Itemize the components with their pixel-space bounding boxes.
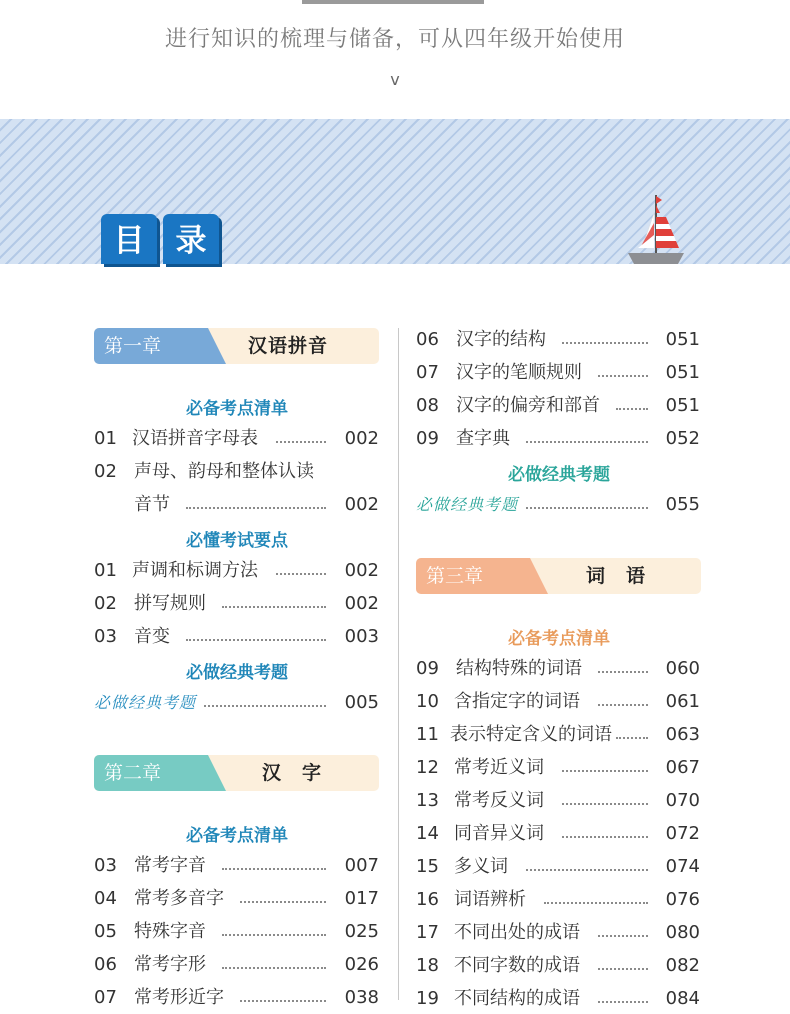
entry-number: 12 xyxy=(416,757,439,778)
toc-entry[interactable] xyxy=(94,589,379,619)
leader-dots xyxy=(240,884,326,903)
entry-page: 084 xyxy=(665,988,700,1009)
chapter-2-title: 汉 字 xyxy=(262,762,323,784)
entry-number: 15 xyxy=(416,856,439,877)
entry-page: 063 xyxy=(665,724,700,745)
leader-dots xyxy=(186,490,326,509)
chapter-1-title: 汉语拼音 xyxy=(248,335,329,357)
entry-page: 076 xyxy=(665,889,700,910)
toc-title-char-1: 目 xyxy=(101,214,157,264)
toc-entry[interactable] xyxy=(416,424,700,454)
entry-page: 067 xyxy=(665,757,700,778)
leader-dots xyxy=(598,918,648,937)
entry-page: 061 xyxy=(665,691,700,712)
entry-page: 007 xyxy=(344,855,379,876)
entry-number: 16 xyxy=(416,889,439,910)
entry-title: 必做经典考题 xyxy=(94,693,197,712)
leader-dots xyxy=(562,786,648,805)
entry-page: 025 xyxy=(344,921,379,942)
toc-entry[interactable] xyxy=(416,786,700,816)
leader-dots xyxy=(526,490,648,509)
toc-entry[interactable] xyxy=(94,917,379,947)
toc-entry[interactable] xyxy=(416,984,700,1014)
entry-title: 不同结构的成语 xyxy=(454,988,580,1009)
entry-number: 02 xyxy=(94,593,117,614)
entry-title: 汉字的笔顺规则 xyxy=(456,362,582,383)
entry-page: 055 xyxy=(665,494,700,515)
entry-title: 常考字音 xyxy=(134,855,206,876)
entry-title: 同音异义词 xyxy=(454,823,544,844)
entry-number: 07 xyxy=(94,987,117,1008)
toc-entry[interactable] xyxy=(416,918,700,948)
leader-dots xyxy=(222,917,326,936)
toc-entry[interactable] xyxy=(94,457,379,487)
entry-title: 查字典 xyxy=(456,428,510,449)
entry-page: 051 xyxy=(665,362,700,383)
toc-entry-exercise[interactable] xyxy=(416,490,700,520)
entry-page: 003 xyxy=(344,626,379,647)
entry-title: 常考字形 xyxy=(134,954,206,975)
entry-title: 不同出处的成语 xyxy=(454,922,580,943)
entry-title: 汉字的偏旁和部首 xyxy=(456,395,600,416)
chapter-3-header[interactable] xyxy=(416,558,701,594)
leader-dots xyxy=(276,556,326,575)
chapter-3-title: 词 语 xyxy=(586,565,647,587)
toc-entry[interactable] xyxy=(94,950,379,980)
leader-dots xyxy=(222,851,326,870)
entry-page: 060 xyxy=(665,658,700,679)
entry-number: 08 xyxy=(416,395,439,416)
entry-number: 06 xyxy=(94,954,117,975)
entry-number: 05 xyxy=(94,921,117,942)
toc-entry[interactable] xyxy=(416,391,700,421)
entry-title: 表示特定含义的词语 xyxy=(450,724,612,745)
entry-number: 01 xyxy=(94,428,117,449)
top-decoration-bar xyxy=(302,0,484,4)
toc-entry-continued[interactable] xyxy=(94,490,379,520)
leader-dots xyxy=(616,391,648,410)
entry-title: 声调和标调方法 xyxy=(132,560,258,581)
toc-entry[interactable] xyxy=(416,885,700,915)
toc-entry[interactable] xyxy=(94,424,379,454)
entry-title: 常考形近字 xyxy=(134,987,224,1008)
entry-number: 04 xyxy=(94,888,117,909)
entry-number: 19 xyxy=(416,988,439,1009)
toc-entry[interactable] xyxy=(416,358,700,388)
chevron-down-icon: v xyxy=(390,70,400,89)
leader-dots xyxy=(598,358,648,377)
entry-page: 080 xyxy=(665,922,700,943)
entry-page: 051 xyxy=(665,329,700,350)
leader-dots xyxy=(562,325,648,344)
entry-title: 汉字的结构 xyxy=(456,329,546,350)
entry-page: 038 xyxy=(344,987,379,1008)
entry-page: 002 xyxy=(344,593,379,614)
entry-page: 002 xyxy=(344,428,379,449)
entry-page: 017 xyxy=(344,888,379,909)
entry-title: 词语辨析 xyxy=(454,889,526,910)
entry-page: 051 xyxy=(665,395,700,416)
entry-page: 074 xyxy=(665,856,700,877)
chapter-1-tag: 第一章 xyxy=(94,328,208,364)
entry-title: 常考近义词 xyxy=(454,757,544,778)
leader-dots xyxy=(186,622,326,641)
entry-page: 002 xyxy=(344,560,379,581)
entry-number: 10 xyxy=(416,691,439,712)
entry-number: 06 xyxy=(416,329,439,350)
entry-page: 082 xyxy=(665,955,700,976)
leader-dots xyxy=(598,984,648,1003)
section-heading: 必做经典考题 xyxy=(508,465,610,485)
toc-entry[interactable] xyxy=(94,884,379,914)
toc-entry[interactable] xyxy=(94,851,379,881)
leader-dots xyxy=(544,885,648,904)
entry-number: 01 xyxy=(94,560,117,581)
chapter-3-tag: 第三章 xyxy=(416,558,530,594)
entry-title: 汉语拼音字母表 xyxy=(132,428,258,449)
leader-dots xyxy=(240,983,326,1002)
entry-title: 结构特殊的词语 xyxy=(456,658,582,679)
entry-number: 09 xyxy=(416,658,439,679)
toc-entry[interactable] xyxy=(416,819,700,849)
section-heading: 必懂考试要点 xyxy=(186,531,288,551)
leader-dots xyxy=(526,852,648,871)
toc-entry-exercise[interactable] xyxy=(94,688,379,718)
toc-entry[interactable] xyxy=(416,720,700,750)
entry-title: 音节 xyxy=(134,494,170,515)
chapter-1-header[interactable] xyxy=(94,328,379,364)
leader-dots xyxy=(222,950,326,969)
toc-entry[interactable] xyxy=(416,753,700,783)
chapter-1-tag-arrow xyxy=(208,328,226,364)
toc-entry[interactable] xyxy=(94,556,379,586)
sailboat-icon xyxy=(622,193,688,265)
entry-title: 常考多音字 xyxy=(134,888,224,909)
section-heading: 必备考点清单 xyxy=(508,629,610,649)
leader-dots xyxy=(222,589,326,608)
leader-dots xyxy=(526,424,648,443)
entry-page: 026 xyxy=(344,954,379,975)
chapter-3-tag-arrow xyxy=(530,558,548,594)
entry-title: 多义词 xyxy=(454,856,508,877)
entry-title: 特殊字音 xyxy=(134,921,206,942)
entry-number: 18 xyxy=(416,955,439,976)
entry-number: 02 xyxy=(94,461,117,482)
entry-number: 03 xyxy=(94,855,117,876)
toc-entry[interactable] xyxy=(416,852,700,882)
entry-page: 072 xyxy=(665,823,700,844)
leader-dots xyxy=(598,951,648,970)
leader-dots xyxy=(562,753,648,772)
section-heading: 必备考点清单 xyxy=(186,826,288,846)
entry-title: 声母、韵母和整体认读 xyxy=(134,461,314,482)
leader-dots xyxy=(598,687,648,706)
toc-entry[interactable] xyxy=(416,687,700,717)
chapter-2-header[interactable] xyxy=(94,755,379,791)
entry-title: 常考反义词 xyxy=(454,790,544,811)
entry-page: 070 xyxy=(665,790,700,811)
entry-page: 002 xyxy=(344,494,379,515)
column-divider xyxy=(398,328,399,1000)
entry-number: 17 xyxy=(416,922,439,943)
entry-title: 不同字数的成语 xyxy=(454,955,580,976)
toc-entry[interactable] xyxy=(94,983,379,1013)
entry-page: 052 xyxy=(665,428,700,449)
entry-title: 音变 xyxy=(134,626,170,647)
leader-dots xyxy=(276,424,326,443)
entry-number: 11 xyxy=(416,724,439,745)
header-subtitle: 进行知识的梳理与储备，可从四年级开始使用 xyxy=(164,27,625,52)
entry-number: 07 xyxy=(416,362,439,383)
entry-title: 拼写规则 xyxy=(134,593,206,614)
entry-title: 必做经典考题 xyxy=(416,495,519,514)
section-heading: 必备考点清单 xyxy=(186,399,288,419)
entry-number: 13 xyxy=(416,790,439,811)
leader-dots xyxy=(598,654,648,673)
section-heading: 必做经典考题 xyxy=(186,663,288,683)
toc-entry[interactable] xyxy=(416,951,700,981)
entry-title: 含指定字的词语 xyxy=(454,691,580,712)
entry-number: 09 xyxy=(416,428,439,449)
toc-title-char-2: 录 xyxy=(163,214,219,264)
entry-number: 14 xyxy=(416,823,439,844)
entry-number: 03 xyxy=(94,626,117,647)
entry-page: 005 xyxy=(344,692,379,713)
toc-entry[interactable] xyxy=(94,622,379,652)
chapter-2-tag-arrow xyxy=(208,755,226,791)
toc-entry[interactable] xyxy=(416,325,700,355)
leader-dots xyxy=(562,819,648,838)
leader-dots xyxy=(616,720,648,739)
chapter-2-tag: 第二章 xyxy=(94,755,208,791)
leader-dots xyxy=(204,688,326,707)
toc-entry[interactable] xyxy=(416,654,700,684)
